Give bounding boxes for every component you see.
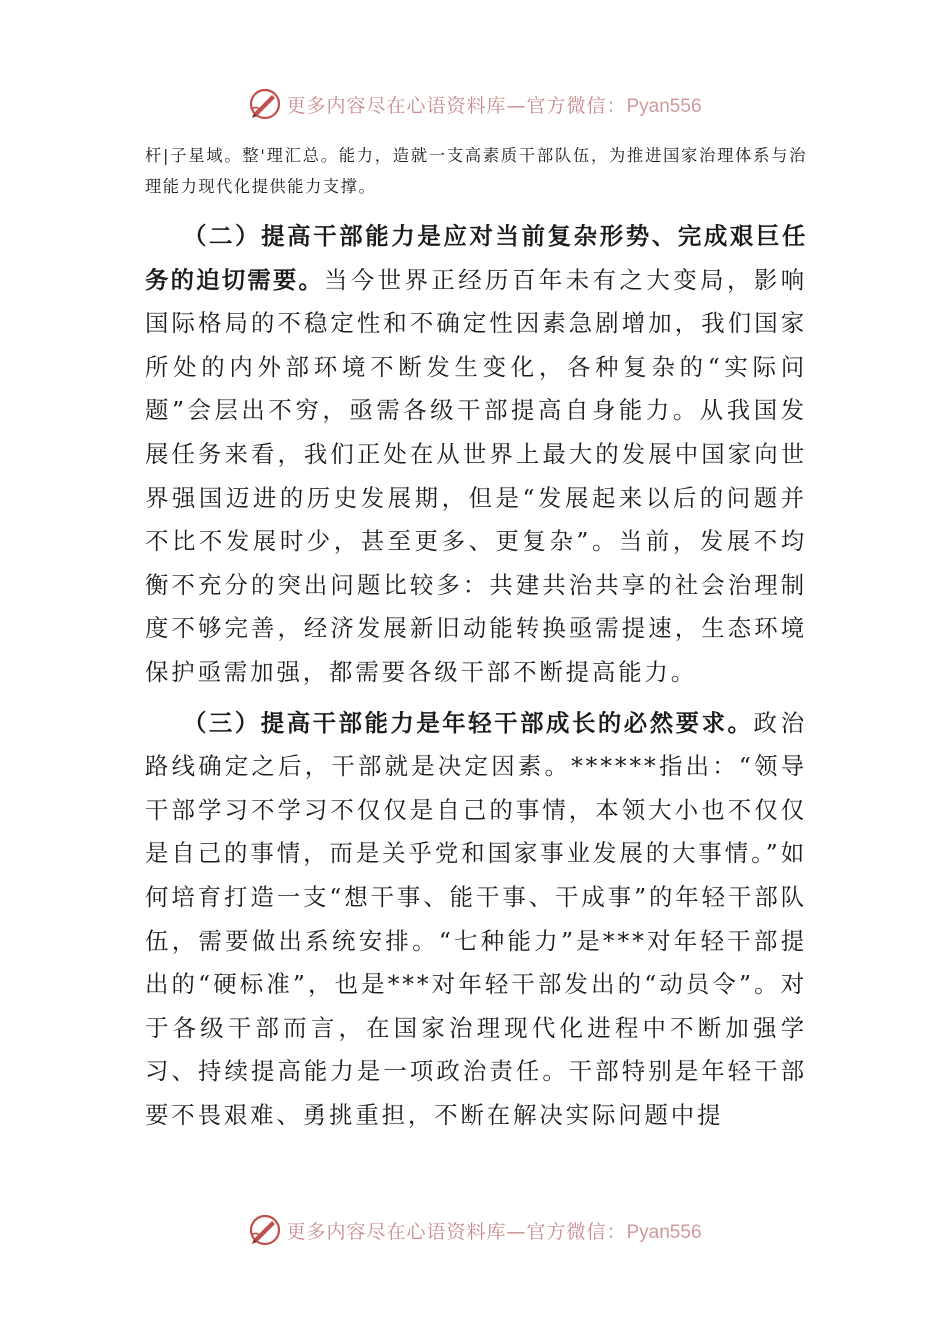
watermark-label: 更多内容尽在心语资料库—官方微信：	[286, 1220, 627, 1243]
watermark-wechat-id: Pyan556	[626, 95, 702, 117]
section-three-paragraph	[145, 702, 807, 1138]
section-two-paragraph	[145, 215, 807, 695]
watermark-text	[286, 91, 701, 118]
pen-logo-icon	[248, 87, 282, 121]
section-two-body: 当今世界正经历百年未有之大变局，影响国际格局的不稳定性和不确定性因素急剧增加，我们国家所处的内外部环境不断发生变化，各种复杂的“实际问题”会层出不穷，亟需各级干部提高自身能力。从我国发展任务来看，我们正处在从世界上最大的发展中国家向世界强国迈进的历史发展期，但是“发展起来以后的问题并不比不发展时少，甚至更多、更复杂”。当前，发展不均衡不充分的突出问题比较多：共建共治共享的社会治理制度不够完善，经济发展新旧动能转换亟需提速，生态环境保护亟需加强，都需要各级干部不断提高能力。	[145, 265, 807, 686]
watermark-wechat-id: Pyan556	[626, 1221, 702, 1243]
document-body	[145, 140, 807, 1137]
watermark-text	[286, 1217, 701, 1244]
watermark-label: 更多内容尽在心语资料库—官方微信：	[286, 94, 627, 117]
section-three-body: 政治路线确定之后，干部就是决定因素。******指出：“领导干部学习不学习不仅仅是自己的事情，本领大小也不仅仅是自己的事情，而是关乎党和国家事业发展的大事情。”如何培育打造一支“想干事、能干事、干成事”的年轻干部队伍，需要做出系统安排。“七种能力”是***对年轻干部提出的“硬标准”，也是***对年轻干部发出的“动员令”。对于各级干部而言，在国家治理现代化进程中不断加强学习、持续提高能力是一项政治责任。干部特别是年轻干部要不畏艰难、勇挑重担，不断在解决实际问题中提	[145, 708, 807, 1129]
pen-logo-icon	[248, 1213, 282, 1247]
footer-watermark	[0, 1210, 950, 1250]
intro-paragraph: 杆|子星域。整'理汇总。能力，造就一支高素质干部队伍，为推进国家治理体系与治理能力现代化提供能力支撑。	[145, 146, 807, 196]
header-watermark	[0, 84, 950, 124]
section-three-heading: （三）提高干部能力是年轻干部成长的必然要求。	[183, 708, 754, 737]
section-two-heading: （二）提高干部能力是应对当前复杂形势、完成艰巨任务的迫切需要。	[145, 222, 807, 294]
